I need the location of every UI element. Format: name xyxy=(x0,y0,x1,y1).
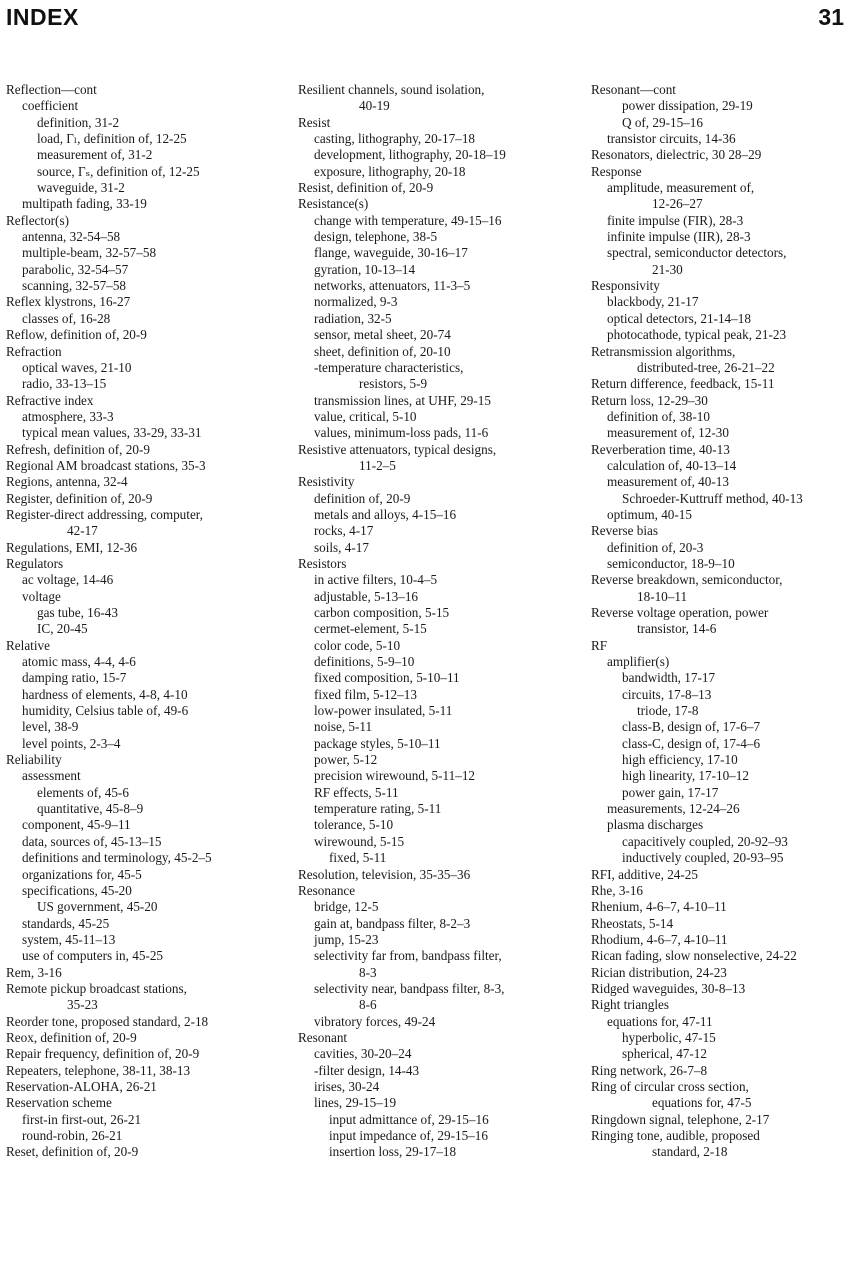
index-entry: package styles, 5-10–11 xyxy=(314,735,441,751)
index-entry: distributed-tree, 26-21–22 xyxy=(637,359,775,375)
index-entry: 8-6 xyxy=(359,997,377,1013)
index-entry: vibratory forces, 49-24 xyxy=(314,1013,436,1029)
index-entry: gain at, bandpass filter, 8-2–3 xyxy=(314,915,471,931)
page-title: INDEX xyxy=(6,4,79,30)
index-entry: Reverberation time, 40-13 xyxy=(591,441,730,457)
index-entry: radio, 33-13–15 xyxy=(22,376,107,392)
index-entry: Resonators, dielectric, 30 28–29 xyxy=(591,147,762,163)
index-entry: Resistance(s) xyxy=(298,196,369,212)
index-entry: amplitude, measurement of, xyxy=(607,180,755,196)
index-entry: semiconductor, 18-9–10 xyxy=(607,555,735,571)
index-entry: 40-19 xyxy=(359,98,390,114)
index-entry: gas tube, 16-43 xyxy=(37,605,118,620)
index-entry: source, Γₛ, definition of, 12-25 xyxy=(37,163,200,179)
index-entry: precision wirewound, 5-11–12 xyxy=(314,768,476,784)
index-entry: spherical, 47-12 xyxy=(622,1046,707,1062)
index-entry: waveguide, 31-2 xyxy=(37,180,125,196)
index-entry: noise, 5-11 xyxy=(314,719,373,735)
index-entry: infinite impulse (IIR), 28-3 xyxy=(607,229,751,245)
index-entry: RF xyxy=(591,637,608,653)
index-entry: sensor, metal sheet, 20-74 xyxy=(314,327,451,343)
index-entry: plasma discharges xyxy=(607,817,704,833)
index-entry: Reorder tone, proposed standard, 2-18 xyxy=(6,1013,209,1029)
index-entry: level, 38-9 xyxy=(22,719,79,735)
index-entry: multipath fading, 33-19 xyxy=(22,196,147,212)
index-entry: definition of, 20-9 xyxy=(314,490,411,506)
index-entry: inductively coupled, 20-93–95 xyxy=(622,850,784,866)
index-entry: sheet, definition of, 20-10 xyxy=(314,343,451,359)
index-entry: cavities, 30-20–24 xyxy=(314,1046,412,1062)
index-entry: spectral, semiconductor detectors, xyxy=(607,245,787,261)
index-entry: specifications, 45-20 xyxy=(22,882,132,898)
index-entry: finite impulse (FIR), 28-3 xyxy=(607,212,744,228)
index-entry: Return loss, 12-29–30 xyxy=(591,392,708,408)
index-entry: Ringing tone, audible, proposed xyxy=(591,1128,760,1143)
index-entry: scanning, 32-57–58 xyxy=(22,278,127,294)
index-column-3 xyxy=(591,82,841,1161)
index-entry: change with temperature, 49-15–16 xyxy=(314,212,502,228)
index-entry: level points, 2-3–4 xyxy=(22,735,121,751)
index-entry: IC, 20-45 xyxy=(37,621,88,637)
index-entry: gyration, 10-13–14 xyxy=(314,261,416,277)
index-entry: Resist, definition of, 20-9 xyxy=(298,180,434,196)
index-entry: jump, 15-23 xyxy=(314,931,379,947)
index-entry: antenna, 32-54–58 xyxy=(22,229,121,245)
index-entry: assessment xyxy=(22,768,81,784)
index-entry: exposure, lithography, 20-18 xyxy=(314,163,466,179)
index-entry: hyperbolic, 47-15 xyxy=(622,1029,716,1045)
index-entry: tolerance, 5-10 xyxy=(314,817,394,833)
index-column-2 xyxy=(298,82,586,1161)
index-entry: component, 45-9–11 xyxy=(22,817,131,833)
index-entry: transistor, 14-6 xyxy=(637,621,717,637)
index-entry: Regulations, EMI, 12-36 xyxy=(6,539,138,555)
index-entry: Rican fading, slow nonselective, 24-22 xyxy=(591,948,797,964)
index-entry: Resonance xyxy=(298,882,356,898)
index-entry: Schroeder-Kuttruff method, 40-13 xyxy=(622,490,803,506)
index-entry: blackbody, 21-17 xyxy=(607,294,699,310)
index-entry: selectivity far from, bandpass filter, xyxy=(314,948,502,964)
index-entry: Refractive index xyxy=(6,392,94,408)
index-entry: use of computers in, 45-25 xyxy=(22,948,164,964)
index-entry: Reset, definition of, 20-9 xyxy=(6,1144,139,1160)
index-entry: bandwidth, 17-17 xyxy=(622,670,716,686)
index-entry: Ring of circular cross section, xyxy=(591,1078,749,1094)
index-entry: Rhe, 3-16 xyxy=(591,882,644,898)
index-entry: Relative xyxy=(6,637,50,653)
index-entry: first-in first-out, 26-21 xyxy=(22,1111,142,1127)
index-entry: high linearity, 17-10–12 xyxy=(622,768,749,784)
index-entry: Ringdown signal, telephone, 2-17 xyxy=(591,1111,770,1127)
index-entry: measurement of, 12-30 xyxy=(607,425,729,441)
index-entry: Reliability xyxy=(6,752,62,768)
index-entry: Resist xyxy=(298,114,331,130)
index-entry: bridge, 12-5 xyxy=(314,899,379,915)
index-entry: Rheostats, 5-14 xyxy=(591,915,674,931)
index-entry: Reverse voltage operation, power xyxy=(591,605,769,620)
index-entry: values, minimum-loss pads, 11-6 xyxy=(314,425,489,441)
index-entry: -temperature characteristics, xyxy=(314,359,464,375)
index-entry: transistor circuits, 14-36 xyxy=(607,131,736,147)
index-entry: Rician distribution, 24-23 xyxy=(591,964,727,980)
index-entry: power dissipation, 29-19 xyxy=(622,98,753,114)
index-entry: Reverse breakdown, semiconductor, xyxy=(591,572,783,588)
index-entry: transmission lines, at UHF, 29-15 xyxy=(314,392,491,408)
index-entry: Resonant xyxy=(298,1029,348,1045)
index-entry: standard, 2-18 xyxy=(652,1144,728,1160)
index-entry: lines, 29-15–19 xyxy=(314,1095,397,1111)
index-entry: 18-10–11 xyxy=(637,588,688,604)
index-entry: fixed, 5-11 xyxy=(329,850,387,866)
index-entry: Reox, definition of, 20-9 xyxy=(6,1029,137,1045)
index-entry: Remote pickup broadcast stations, xyxy=(6,980,187,996)
index-entry: design, telephone, 38-5 xyxy=(314,229,438,245)
index-entry: rocks, 4-17 xyxy=(314,523,374,539)
index-column-1 xyxy=(6,82,288,1161)
index-entry: normalized, 9-3 xyxy=(314,294,398,310)
index-entry: input impedance of, 29-15–16 xyxy=(329,1128,488,1143)
index-entry: measurements, 12-24–26 xyxy=(607,801,740,817)
index-entry: Reflow, definition of, 20-9 xyxy=(6,327,147,343)
index-entry: voltage xyxy=(22,588,61,604)
index-entry: Rhenium, 4-6–7, 4-10–11 xyxy=(591,899,727,915)
index-entry: Refresh, definition of, 20-9 xyxy=(6,441,150,457)
index-entry: ac voltage, 14-46 xyxy=(22,572,114,588)
index-entry: resistors, 5-9 xyxy=(359,376,428,392)
index-entry: classes of, 16-28 xyxy=(22,310,111,326)
index-entry: Retransmission algorithms, xyxy=(591,343,736,359)
index-entry: Right triangles xyxy=(591,997,670,1013)
page-header xyxy=(0,0,844,36)
index-entry: capacitively coupled, 20-92–93 xyxy=(622,833,788,849)
index-entry: 12-26–27 xyxy=(652,196,703,212)
index-entry: atmosphere, 33-3 xyxy=(22,408,114,424)
index-entry: wirewound, 5-15 xyxy=(314,833,405,849)
index-entry: 21-30 xyxy=(652,261,683,277)
page-number: 31 xyxy=(818,4,844,30)
index-entry: measurement of, 31-2 xyxy=(37,147,153,163)
index-entry: equations for, 47-5 xyxy=(652,1095,752,1111)
index-entry: data, sources of, 45-13–15 xyxy=(22,833,162,849)
index-entry: optical waves, 21-10 xyxy=(22,359,132,375)
index-entry: Rhodium, 4-6–7, 4-10–11 xyxy=(591,931,728,947)
index-entry: -filter design, 14-43 xyxy=(314,1062,420,1078)
index-entry: development, lithography, 20-18–19 xyxy=(314,147,506,163)
index-entry: triode, 17-8 xyxy=(637,703,699,719)
index-entry: selectivity near, bandpass filter, 8-3, xyxy=(314,980,505,996)
index-entry: optimum, 40-15 xyxy=(607,506,692,522)
index-entry: Q of, 29-15–16 xyxy=(622,114,703,130)
index-entry: load, Γₗ, definition of, 12-25 xyxy=(37,131,187,147)
index-entry: round-robin, 26-21 xyxy=(22,1128,123,1143)
index-entry: 8-3 xyxy=(359,964,377,980)
index-entry: Reflex klystrons, 16-27 xyxy=(6,294,131,310)
index-entry: casting, lithography, 20-17–18 xyxy=(314,131,476,147)
index-entry: Resonant—cont xyxy=(591,82,676,97)
index-entry: adjustable, 5-13–16 xyxy=(314,588,419,604)
index-entry: Regulators xyxy=(6,555,64,571)
index-entry: 42-17 xyxy=(67,523,98,539)
index-entry: Reservation-ALOHA, 26-21 xyxy=(6,1078,157,1094)
index-entry: Reservation scheme xyxy=(6,1095,112,1111)
index-entry: damping ratio, 15-7 xyxy=(22,670,127,686)
index-entry: 11-2–5 xyxy=(359,457,396,473)
index-entry: power gain, 17-17 xyxy=(622,784,719,800)
index-entry: Register-direct addressing, computer, xyxy=(6,506,203,522)
index-entry: Reflector(s) xyxy=(6,212,69,228)
index-entry: Resolution, television, 35-35–36 xyxy=(298,866,471,882)
index-entry: Ring network, 26-7–8 xyxy=(591,1062,708,1078)
index-entry: hardness of elements, 4-8, 4-10 xyxy=(22,686,188,702)
index-entry: US government, 45-20 xyxy=(37,899,158,915)
index-entry: typical mean values, 33-29, 33-31 xyxy=(22,425,202,441)
index-entry: Resistive attenuators, typical designs, xyxy=(298,441,497,457)
index-entry: flange, waveguide, 30-16–17 xyxy=(314,245,468,261)
index-entry: definition of, 38-10 xyxy=(607,408,710,424)
index-entry: 35-23 xyxy=(67,997,98,1013)
index-entry: class-C, design of, 17-4–6 xyxy=(622,735,761,751)
index-entry: elements of, 45-6 xyxy=(37,784,129,800)
index-entry: Resistors xyxy=(298,555,347,571)
index-entry: optical detectors, 21-14–18 xyxy=(607,310,751,326)
index-entry: carbon composition, 5-15 xyxy=(314,605,450,620)
index-entry: Return difference, feedback, 15-11 xyxy=(591,376,775,392)
index-entry: Repair frequency, definition of, 20-9 xyxy=(6,1046,200,1062)
index-entry: quantitative, 45-8–9 xyxy=(37,801,144,817)
index-entry: Ridged waveguides, 30-8–13 xyxy=(591,980,746,996)
index-entry: definition, 31-2 xyxy=(37,114,120,130)
index-entry: input admittance of, 29-15–16 xyxy=(329,1111,489,1127)
index-entry: definitions and terminology, 45-2–5 xyxy=(22,850,212,866)
index-entry: Reverse bias xyxy=(591,523,659,539)
index-entry: system, 45-11–13 xyxy=(22,931,116,947)
index-entry: high efficiency, 17-10 xyxy=(622,752,738,768)
index-entry: Repeaters, telephone, 38-11, 38-13 xyxy=(6,1062,191,1078)
index-entry: Response xyxy=(591,163,642,179)
index-entry: standards, 45-25 xyxy=(22,915,110,931)
index-entry: photocathode, typical peak, 21-23 xyxy=(607,327,787,343)
index-entry: cermet-element, 5-15 xyxy=(314,621,427,637)
index-entry: calculation of, 40-13–14 xyxy=(607,457,737,473)
index-entry: coefficient xyxy=(22,98,79,114)
index-entry: definition of, 20-3 xyxy=(607,539,704,555)
index-entry: metals and alloys, 4-15–16 xyxy=(314,506,457,522)
index-entry: in active filters, 10-4–5 xyxy=(314,572,438,588)
index-entry: temperature rating, 5-11 xyxy=(314,801,442,817)
index-entry: class-B, design of, 17-6–7 xyxy=(622,719,761,735)
index-entry: power, 5-12 xyxy=(314,752,378,768)
index-entry: RFI, additive, 24-25 xyxy=(591,866,698,882)
index-entry: Rem, 3-16 xyxy=(6,964,62,980)
index-entry: value, critical, 5-10 xyxy=(314,408,417,424)
index-entry: parabolic, 32-54–57 xyxy=(22,261,129,277)
index-entry: atomic mass, 4-4, 4-6 xyxy=(22,654,136,670)
index-entry: Refraction xyxy=(6,343,62,359)
index-entry: circuits, 17-8–13 xyxy=(622,686,712,702)
index-entry: definitions, 5-9–10 xyxy=(314,654,415,670)
index-entry: organizations for, 45-5 xyxy=(22,866,142,882)
index-entry: networks, attenuators, 11-3–5 xyxy=(314,278,471,294)
index-entry: Responsivity xyxy=(591,278,660,294)
index-entry: radiation, 32-5 xyxy=(314,310,392,326)
index-entry: equations for, 47-11 xyxy=(607,1013,713,1029)
index-entry: color code, 5-10 xyxy=(314,637,401,653)
index-entry: Register, definition of, 20-9 xyxy=(6,490,153,506)
index-entry: Resistivity xyxy=(298,474,355,490)
index-entry: Reflection—cont xyxy=(6,82,97,97)
index-entry: soils, 4-17 xyxy=(314,539,369,555)
index-entry: Regional AM broadcast stations, 35-3 xyxy=(6,457,206,473)
index-entry: low-power insulated, 5-11 xyxy=(314,703,453,719)
index-entry: amplifier(s) xyxy=(607,654,670,670)
index-entry: Regions, antenna, 32-4 xyxy=(6,474,128,490)
index-entry: fixed film, 5-12–13 xyxy=(314,686,417,702)
index-entry: fixed composition, 5-10–11 xyxy=(314,670,460,686)
index-entry: measurement of, 40-13 xyxy=(607,474,729,490)
index-entry: Resilient channels, sound isolation, xyxy=(298,82,485,97)
index-entry: RF effects, 5-11 xyxy=(314,784,399,800)
index-entry: humidity, Celsius table of, 49-6 xyxy=(22,703,189,719)
index-entry: insertion loss, 29-17–18 xyxy=(329,1144,457,1160)
index-entry: irises, 30-24 xyxy=(314,1078,380,1094)
index-entry: multiple-beam, 32-57–58 xyxy=(22,245,157,261)
